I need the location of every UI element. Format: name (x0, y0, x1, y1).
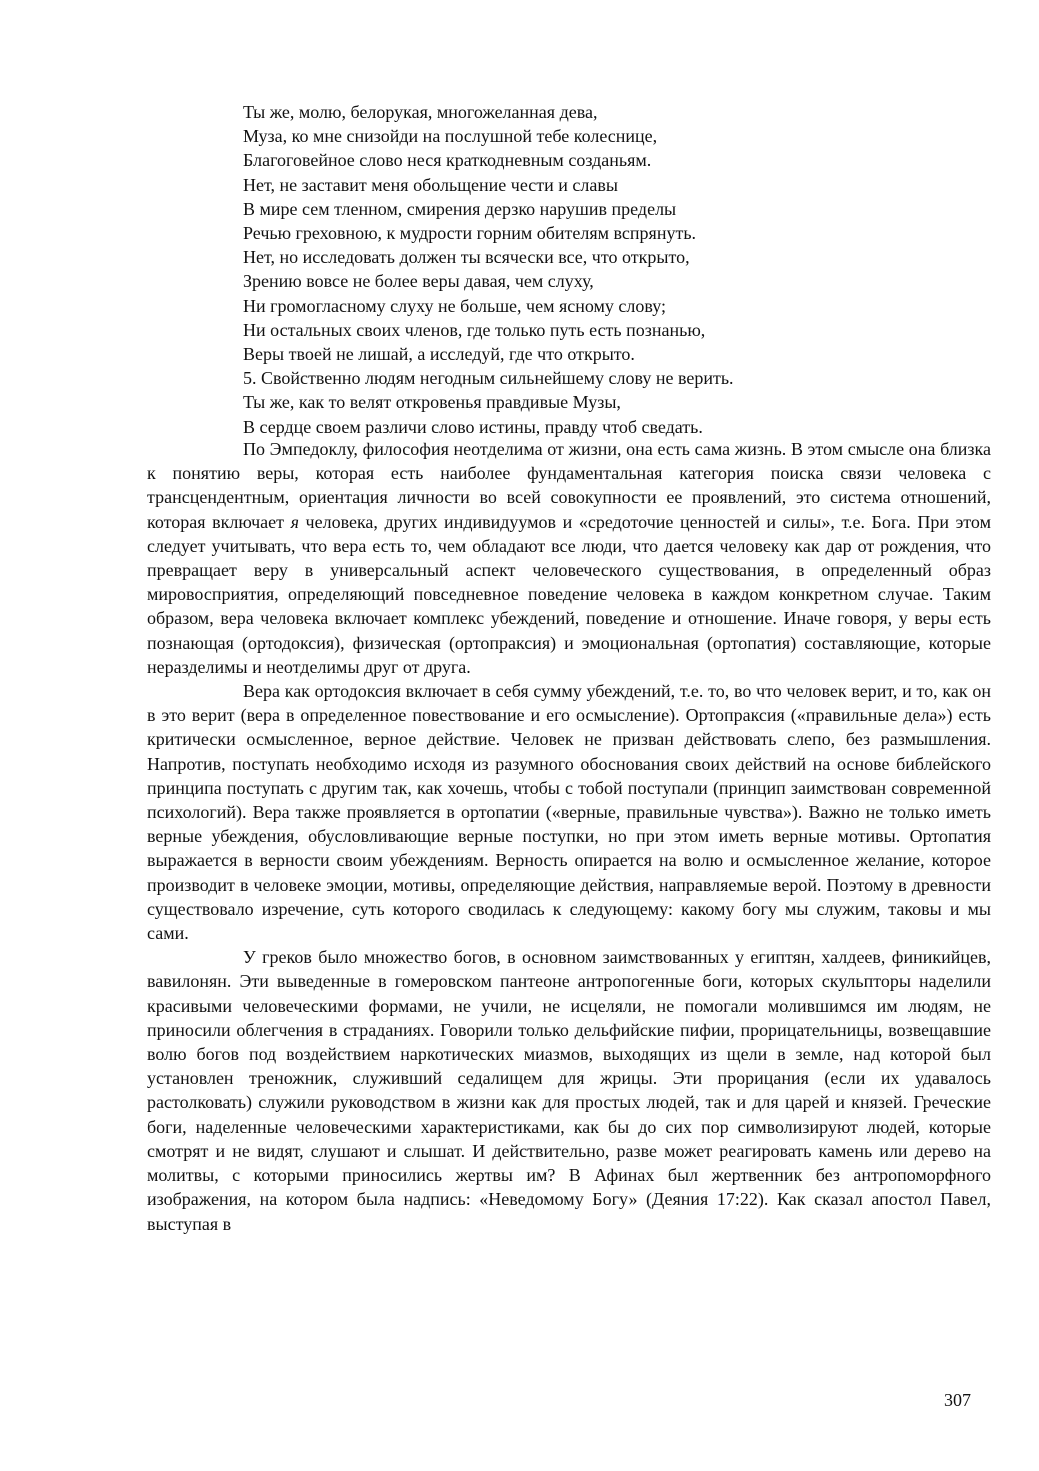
poem-line: Ты же, как то велят откровенья правдивые Музы, (243, 392, 621, 413)
poem-line: Ни громогласному слуху не больше, чем ясному слову; (243, 295, 667, 316)
poem-line: Речью греховною, к мудрости горним обителям вспрянуть. (243, 223, 697, 244)
poem-line: Ни остальных своих членов, где только путь есть познанью, (243, 319, 706, 340)
page-number: 307 (944, 1390, 971, 1410)
poem-line: Благоговейное слово неся краткодневным созданьям. (243, 150, 652, 171)
poem-line: Ты же, молю, белорукая, многожеланная дева, (243, 102, 598, 122)
body-text (147, 437, 991, 1236)
poem-line: Муза, ко мне снизойди на послушной тебе колеснице, (243, 126, 658, 147)
poem-line: Нет, не заставит меня обольщение чести и славы (243, 174, 618, 195)
poem-block (243, 100, 943, 439)
poem-line: Веры твоей не лишай, а исследуй, где что открыто. (243, 344, 635, 365)
poem-line: В мире сем тленном, смирения дерзко нарушив пределы (243, 198, 677, 219)
poem-line: Зрению вовсе не более веры давая, чем слуху, (243, 271, 594, 292)
paragraph-text: По Эмпедоклу, философия неотделима от жизни, она есть сама жизнь. В этом смысле она близка к понятию веры, которая есть наиболее фундаментальная категория поиска связи человека с трансцендентным, ориентация личности во всей совокупности ее проявлений, это система отношений, которая включает (147, 439, 991, 532)
italic-term: я (290, 511, 299, 532)
paragraph-orthodoxy: Вера как ортодоксия включает в себя сумму убеждений, т.е. то, во что человек верит, и то, как он в это верит (вера в определенное повествование и его осмысление). Ортопраксия («правильные дела») есть критически осмысленное, верное действие. Человек не призван действовать слепо, без размышления. Напротив, поступать необходимо исходя из разумного обоснования своих действий на основе библейского принципа поступать с другим так, как хочешь, чтобы с тобой поступали (принцип заимствован современной психологий). Вера также проявляется в ортопатии («верные, правильные чувства»). Важно не только иметь верные убеждения, обусловливающие верные поступки, но при этом иметь верные мотивы. Ортопатия выражается в верности своим убеждениям. Верность опирается на волю и осмысленное желание, которое производит в человеке эмоции, мотивы, определяющие действия, направляемые верой. Поэтому в древности существовало изречение, суть которого сводилась к следующему: какому богу мы служим, таковы и мы сами. (147, 681, 991, 944)
paragraph-text: человека, других индивидуумов и «средоточие ценностей и силы», т.е. Бога. При этом следует учитывать, что вера есть то, чем обладают все люди, что дается человеку как дар от рождения, что превращает веру в универсальный аспект человеческого существования, в определенный образ мировосприятия, определяющий повседневное поведение человека в каждом конкретном случае. Таким образом, вера человека включает комплекс убеждений, поведение и отношение. Иначе говоря, у веры есть познающая (ортодоксия), физическая (ортопраксия) и эмоциональная (ортопатия) составляющие, которые неразделимы и неотделимы друг от друга. (147, 511, 991, 677)
poem-line: В сердце своем различи слово истины, правду чтоб сведать. (243, 416, 703, 437)
paragraph-greek-gods: У греков было множество богов, в основном заимствованных у египтян, халдеев, финикийцев, вавилонян. Эти выведенные в гомеровском пантеоне антропогенные боги, которых скульпторы наделили красивыми человеческими формами, не учили, не исцеляли, не помогали молившимся им людям, не приносили облегчения в страданиях. Говорили только дельфийские пифии, прорицательницы, возвещавшие волю богов под воздействием наркотических миазмов, выходящих из щели в земле, над которой был установлен треножник, служивший седалищем для жрицы. Эти прорицания (если их удавалось растолковать) служили руководством в жизни как для простых людей, так и для царей и князей. Греческие боги, наделенные человеческими характеристиками, как бы до сих пор символизируют людей, которые смотрят и не видят, слушают и слышат. И действительно, разве может реагировать камень или дерево на молитвы, с которыми приносились жертвы им? В Афинах был жертвенник без антропоморфного изображения, на котором была надпись: «Неведомому Богу» (Деяния 17:22). Как сказал апостол Павел, выступая в (147, 947, 991, 1234)
poem-line: 5. Свойственно людям негодным сильнейшему слову не верить. (243, 368, 734, 389)
poem-line: Нет, но исследовать должен ты всячески все, что открыто, (243, 247, 690, 268)
paragraph-empedocles (147, 437, 991, 679)
